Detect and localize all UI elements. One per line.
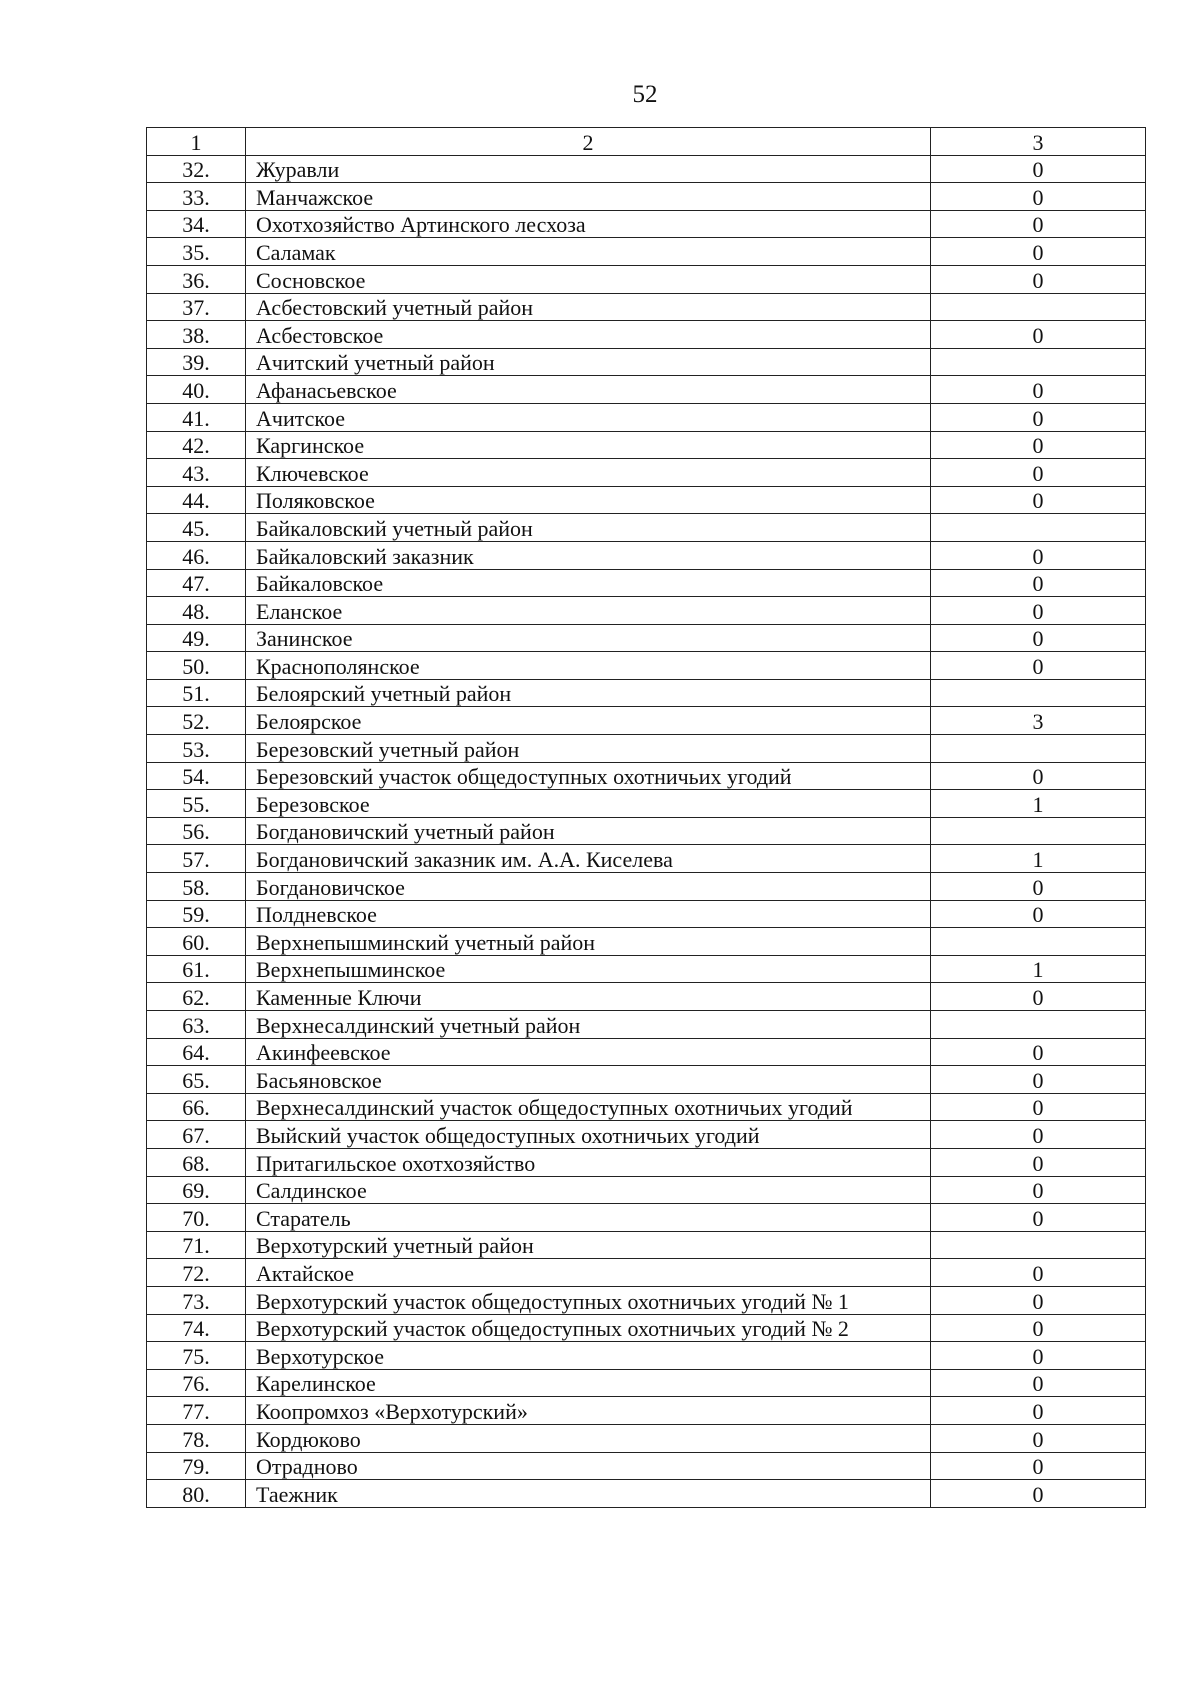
row-value xyxy=(931,817,1146,845)
row-name: Верхнепышминский учетный район xyxy=(246,928,931,956)
row-number: 64. xyxy=(147,1038,246,1066)
row-name: Салдинское xyxy=(246,1176,931,1204)
row-number: 51. xyxy=(147,679,246,707)
table-row xyxy=(147,293,1146,321)
row-number: 68. xyxy=(147,1148,246,1176)
row-name: Карелинское xyxy=(246,1369,931,1397)
row-value: 0 xyxy=(931,155,1146,183)
table-row xyxy=(147,1093,1146,1121)
row-value: 0 xyxy=(931,376,1146,404)
row-value: 0 xyxy=(931,321,1146,349)
row-name: Верхнепышминское xyxy=(246,955,931,983)
row-name: Поляковское xyxy=(246,486,931,514)
row-number: 75. xyxy=(147,1342,246,1370)
table-row xyxy=(147,1397,1146,1425)
table-row xyxy=(147,735,1146,763)
row-name: Занинское xyxy=(246,624,931,652)
row-number: 77. xyxy=(147,1397,246,1425)
row-name: Ключевское xyxy=(246,459,931,487)
row-value: 0 xyxy=(931,183,1146,211)
table-row xyxy=(147,652,1146,680)
row-number: 43. xyxy=(147,459,246,487)
row-number: 35. xyxy=(147,238,246,266)
row-number: 42. xyxy=(147,431,246,459)
row-value: 0 xyxy=(931,1259,1146,1287)
table-row xyxy=(147,597,1146,625)
row-name: Верхотурский участок общедоступных охотничьих угодий № 1 xyxy=(246,1286,931,1314)
row-number: 60. xyxy=(147,928,246,956)
row-value: 0 xyxy=(931,238,1146,266)
row-number: 78. xyxy=(147,1424,246,1452)
row-value: 0 xyxy=(931,1286,1146,1314)
row-number: 53. xyxy=(147,735,246,763)
row-value: 0 xyxy=(931,1397,1146,1425)
table-row xyxy=(147,541,1146,569)
row-value: 0 xyxy=(931,541,1146,569)
row-value: 0 xyxy=(931,1093,1146,1121)
row-value: 0 xyxy=(931,900,1146,928)
table-row xyxy=(147,679,1146,707)
table-row xyxy=(147,569,1146,597)
row-name: Еланское xyxy=(246,597,931,625)
table-row xyxy=(147,873,1146,901)
row-number: 39. xyxy=(147,348,246,376)
row-name: Саламак xyxy=(246,238,931,266)
row-name: Верхнесалдинский учетный район xyxy=(246,1011,931,1039)
row-name: Верхотурское xyxy=(246,1342,931,1370)
table-row xyxy=(147,1231,1146,1259)
row-number: 52. xyxy=(147,707,246,735)
row-value: 0 xyxy=(931,1480,1146,1508)
table-row xyxy=(147,1176,1146,1204)
row-number: 74. xyxy=(147,1314,246,1342)
row-name: Байкаловский учетный район xyxy=(246,514,931,542)
table-row xyxy=(147,955,1146,983)
table-row xyxy=(147,459,1146,487)
table-row xyxy=(147,348,1146,376)
row-number: 79. xyxy=(147,1452,246,1480)
row-number: 40. xyxy=(147,376,246,404)
row-number: 50. xyxy=(147,652,246,680)
table-row xyxy=(147,1452,1146,1480)
row-name: Кордюково xyxy=(246,1424,931,1452)
row-value: 0 xyxy=(931,1038,1146,1066)
row-number: 34. xyxy=(147,210,246,238)
row-number: 67. xyxy=(147,1121,246,1149)
row-value xyxy=(931,928,1146,956)
row-name: Журавли xyxy=(246,155,931,183)
row-name: Богдановичский учетный район xyxy=(246,817,931,845)
table-row xyxy=(147,928,1146,956)
row-number: 33. xyxy=(147,183,246,211)
row-name: Выйский участок общедоступных охотничьих угодий xyxy=(246,1121,931,1149)
row-number: 38. xyxy=(147,321,246,349)
table-row xyxy=(147,1314,1146,1342)
row-number: 45. xyxy=(147,514,246,542)
table-row xyxy=(147,1066,1146,1094)
row-number: 80. xyxy=(147,1480,246,1508)
row-name: Басьяновское xyxy=(246,1066,931,1094)
row-value: 0 xyxy=(931,431,1146,459)
row-number: 46. xyxy=(147,541,246,569)
row-value xyxy=(931,1231,1146,1259)
row-number: 72. xyxy=(147,1259,246,1287)
row-name: Сосновское xyxy=(246,265,931,293)
row-value: 0 xyxy=(931,459,1146,487)
data-table xyxy=(146,127,1146,1508)
row-name: Березовский участок общедоступных охотничьих угодий xyxy=(246,762,931,790)
row-number: 49. xyxy=(147,624,246,652)
row-name: Охотхозяйство Артинского лесхоза xyxy=(246,210,931,238)
table-row xyxy=(147,1286,1146,1314)
row-value: 0 xyxy=(931,1424,1146,1452)
row-name: Верхотурский участок общедоступных охотничьих угодий № 2 xyxy=(246,1314,931,1342)
row-name: Богдановичский заказник им. А.А. Киселева xyxy=(246,845,931,873)
row-name: Каргинское xyxy=(246,431,931,459)
row-number: 58. xyxy=(147,873,246,901)
row-name: Актайское xyxy=(246,1259,931,1287)
table-row xyxy=(147,1480,1146,1508)
row-number: 66. xyxy=(147,1093,246,1121)
row-name: Краснополянское xyxy=(246,652,931,680)
row-number: 71. xyxy=(147,1231,246,1259)
table-row xyxy=(147,1369,1146,1397)
row-name: Березовский учетный район xyxy=(246,735,931,763)
row-name: Верхотурский учетный район xyxy=(246,1231,931,1259)
row-name: Манчажское xyxy=(246,183,931,211)
table-row xyxy=(147,845,1146,873)
table-row xyxy=(147,900,1146,928)
row-number: 65. xyxy=(147,1066,246,1094)
row-value: 0 xyxy=(931,597,1146,625)
table-header-row xyxy=(147,128,1146,156)
row-value: 3 xyxy=(931,707,1146,735)
table-row xyxy=(147,624,1146,652)
row-name: Березовское xyxy=(246,790,931,818)
row-number: 76. xyxy=(147,1369,246,1397)
row-value: 0 xyxy=(931,762,1146,790)
row-name: Байкаловское xyxy=(246,569,931,597)
row-value xyxy=(931,735,1146,763)
row-name: Богдановичское xyxy=(246,873,931,901)
row-number: 56. xyxy=(147,817,246,845)
row-name: Таежник xyxy=(246,1480,931,1508)
page-number: 52 xyxy=(632,81,658,108)
row-value: 0 xyxy=(931,403,1146,431)
table-row xyxy=(147,210,1146,238)
row-number: 44. xyxy=(147,486,246,514)
table-row xyxy=(147,321,1146,349)
header-col-value: 3 xyxy=(931,128,1146,156)
table-row xyxy=(147,486,1146,514)
row-name: Ачитское xyxy=(246,403,931,431)
header-col-name: 2 xyxy=(246,128,931,156)
table-row xyxy=(147,1011,1146,1039)
row-value: 0 xyxy=(931,1369,1146,1397)
row-number: 37. xyxy=(147,293,246,321)
row-name: Акинфеевское xyxy=(246,1038,931,1066)
table-row xyxy=(147,707,1146,735)
row-value: 1 xyxy=(931,790,1146,818)
row-value: 0 xyxy=(931,486,1146,514)
row-name: Асбестовский учетный район xyxy=(246,293,931,321)
table-row xyxy=(147,1204,1146,1232)
row-value: 0 xyxy=(931,1148,1146,1176)
table-row xyxy=(147,431,1146,459)
table-row xyxy=(147,376,1146,404)
row-name: Притагильское охотхозяйство xyxy=(246,1148,931,1176)
row-number: 54. xyxy=(147,762,246,790)
row-value: 0 xyxy=(931,1452,1146,1480)
row-name: Отрадново xyxy=(246,1452,931,1480)
row-number: 59. xyxy=(147,900,246,928)
row-value: 0 xyxy=(931,1314,1146,1342)
table-row xyxy=(147,1038,1146,1066)
table-row xyxy=(147,155,1146,183)
row-value: 0 xyxy=(931,1342,1146,1370)
row-value: 0 xyxy=(931,569,1146,597)
row-value xyxy=(931,348,1146,376)
row-name: Каменные Ключи xyxy=(246,983,931,1011)
row-number: 62. xyxy=(147,983,246,1011)
table-row xyxy=(147,1148,1146,1176)
row-value: 0 xyxy=(931,873,1146,901)
table-row xyxy=(147,1424,1146,1452)
table-row xyxy=(147,790,1146,818)
row-name: Полдневское xyxy=(246,900,931,928)
row-number: 73. xyxy=(147,1286,246,1314)
row-number: 32. xyxy=(147,155,246,183)
row-value: 0 xyxy=(931,1066,1146,1094)
table-row xyxy=(147,183,1146,211)
row-number: 55. xyxy=(147,790,246,818)
row-value: 0 xyxy=(931,210,1146,238)
row-value xyxy=(931,1011,1146,1039)
row-value: 0 xyxy=(931,1204,1146,1232)
table-row xyxy=(147,817,1146,845)
table-row xyxy=(147,1121,1146,1149)
row-name: Ачитский учетный район xyxy=(246,348,931,376)
row-value: 1 xyxy=(931,845,1146,873)
table-row xyxy=(147,983,1146,1011)
row-value: 0 xyxy=(931,265,1146,293)
row-value: 0 xyxy=(931,652,1146,680)
row-value xyxy=(931,679,1146,707)
row-value: 1 xyxy=(931,955,1146,983)
row-number: 63. xyxy=(147,1011,246,1039)
row-value: 0 xyxy=(931,1176,1146,1204)
row-number: 61. xyxy=(147,955,246,983)
row-number: 36. xyxy=(147,265,246,293)
row-name: Белоярское xyxy=(246,707,931,735)
row-name: Коопромхоз «Верхотурский» xyxy=(246,1397,931,1425)
row-name: Белоярский учетный район xyxy=(246,679,931,707)
table-row xyxy=(147,238,1146,266)
row-number: 48. xyxy=(147,597,246,625)
row-number: 69. xyxy=(147,1176,246,1204)
table-row xyxy=(147,265,1146,293)
row-number: 47. xyxy=(147,569,246,597)
row-value xyxy=(931,514,1146,542)
row-value: 0 xyxy=(931,983,1146,1011)
row-value: 0 xyxy=(931,1121,1146,1149)
row-name: Асбестовское xyxy=(246,321,931,349)
table-row xyxy=(147,762,1146,790)
table-row xyxy=(147,1259,1146,1287)
row-name: Байкаловский заказник xyxy=(246,541,931,569)
row-value xyxy=(931,293,1146,321)
table-row xyxy=(147,403,1146,431)
row-name: Верхнесалдинский участок общедоступных охотничьих угодий xyxy=(246,1093,931,1121)
header-col-number: 1 xyxy=(147,128,246,156)
row-name: Афанасьевское xyxy=(246,376,931,404)
row-number: 41. xyxy=(147,403,246,431)
table-row xyxy=(147,1342,1146,1370)
row-number: 57. xyxy=(147,845,246,873)
row-value: 0 xyxy=(931,624,1146,652)
table-row xyxy=(147,514,1146,542)
row-name: Старатель xyxy=(246,1204,931,1232)
row-number: 70. xyxy=(147,1204,246,1232)
